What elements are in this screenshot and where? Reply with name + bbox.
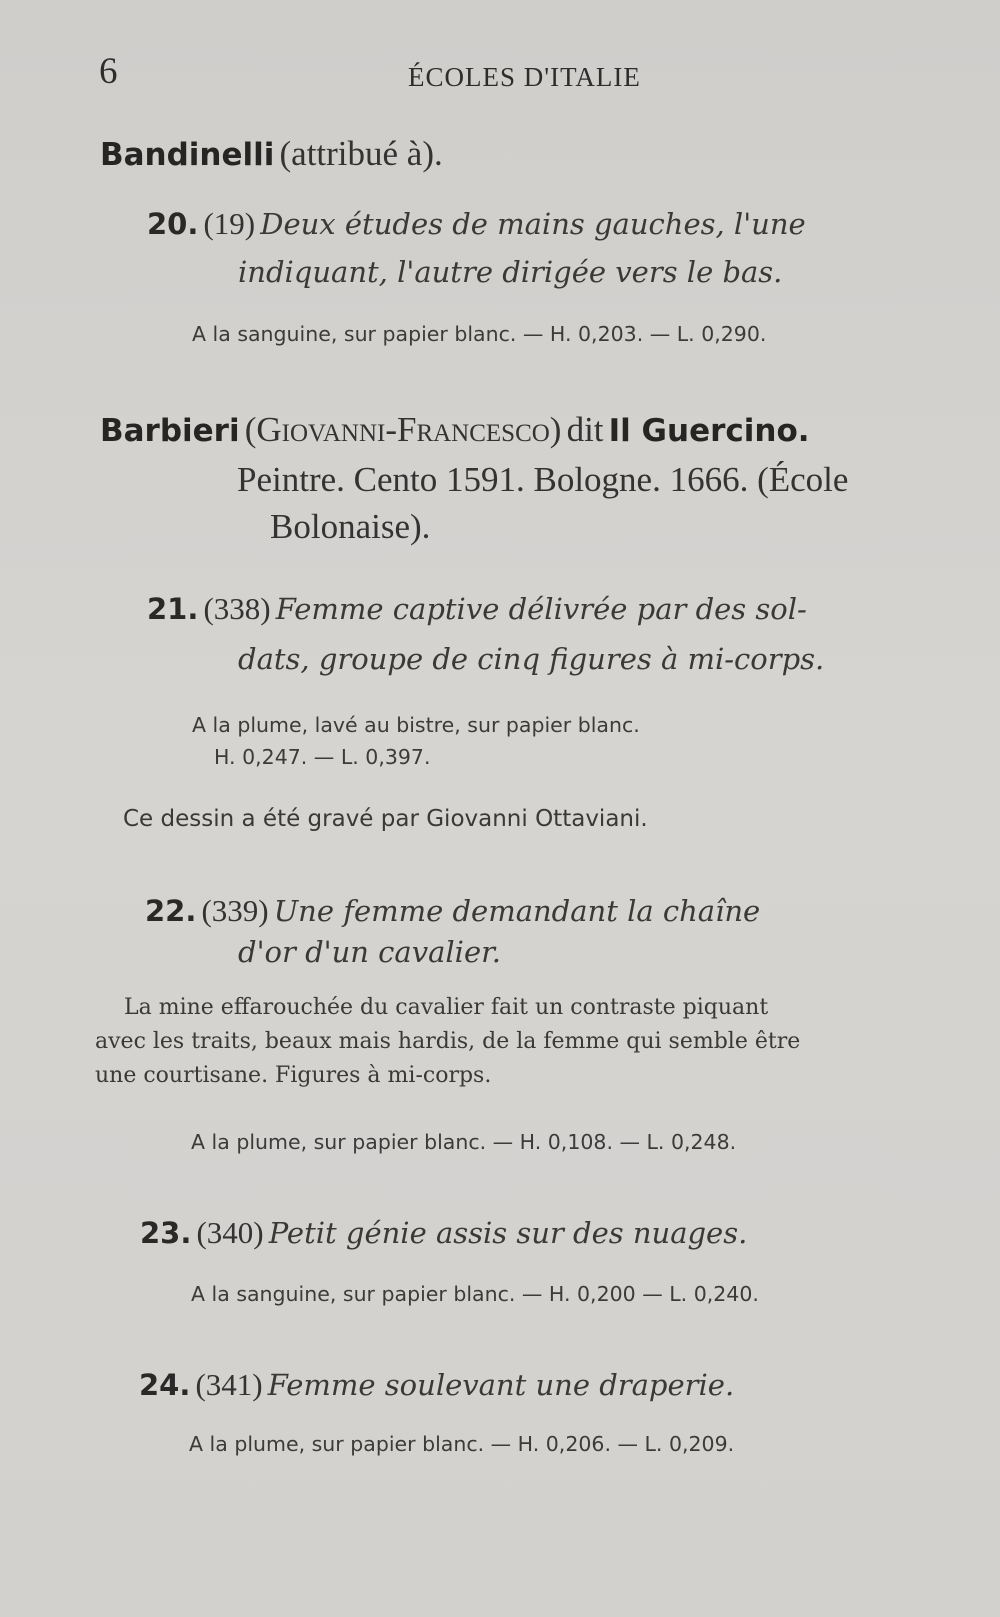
entry-24-title-line1 bbox=[139, 1367, 734, 1403]
entry-number: 22. bbox=[145, 894, 197, 928]
entry-22-description-line2: avec les traits, beaux mais hardis, de la femme qui semble être bbox=[95, 1029, 801, 1054]
inventory-number: (338) bbox=[203, 591, 271, 626]
inventory-number: (340) bbox=[196, 1215, 264, 1250]
entry-21-note: Ce dessin a été gravé par Giovanni Ottaviani. bbox=[123, 806, 648, 832]
entry-21-title-line2: dats, groupe de cinq figures à mi-corps. bbox=[238, 642, 825, 676]
artist-heading-bandinelli bbox=[100, 134, 443, 174]
entry-title: Femme soulevant une draperie. bbox=[267, 1368, 735, 1402]
entry-title: Une femme demandant la chaîne bbox=[273, 894, 761, 928]
entry-22-description-line3: une courtisane. Figures à mi-corps. bbox=[95, 1063, 492, 1088]
entry-24-technique: A la plume, sur papier blanc. — H. 0,206. — L. 0,209. bbox=[189, 1432, 735, 1456]
entry-21-technique-line2: H. 0,247. — L. 0,397. bbox=[214, 745, 431, 769]
entry-number: 20. bbox=[147, 207, 199, 241]
entry-22-technique: A la plume, sur papier blanc. — H. 0,108. — L. 0,248. bbox=[191, 1130, 737, 1154]
entry-22-title-line1 bbox=[145, 893, 760, 929]
entry-21-technique-line1: A la plume, lavé au bistre, sur papier blanc. bbox=[192, 713, 640, 737]
artist-bio-line1: Peintre. Cento 1591. Bologne. 1666. (École bbox=[237, 460, 849, 499]
entry-20-title-line1 bbox=[147, 206, 806, 242]
entry-number: 21. bbox=[147, 592, 199, 626]
page-number: 6 bbox=[99, 51, 118, 92]
inventory-number: (339) bbox=[201, 893, 269, 928]
entry-20-title-line2: indiquant, l'autre dirigée vers le bas. bbox=[238, 255, 783, 289]
entry-20-technique: A la sanguine, sur papier blanc. — H. 0,203. — L. 0,290. bbox=[192, 322, 767, 346]
entry-22-description-line1: La mine effarouchée du cavalier fait un contraste piquant bbox=[124, 995, 769, 1020]
running-title: ÉCOLES D'ITALIE bbox=[408, 62, 641, 92]
artist-bio-line2: Bolonaise). bbox=[270, 507, 431, 546]
entry-21-title-line1 bbox=[147, 591, 807, 627]
entry-number: 23. bbox=[140, 1216, 192, 1250]
artist-given-name: (Giovanni-Francesco) bbox=[244, 410, 562, 449]
entry-23-title-line1 bbox=[140, 1215, 747, 1251]
entry-number: 24. bbox=[139, 1368, 191, 1402]
artist-name: Barbieri bbox=[100, 413, 240, 449]
entry-23-technique: A la sanguine, sur papier blanc. — H. 0,200 — L. 0,240. bbox=[191, 1282, 759, 1306]
artist-qualifier: (attribué à). bbox=[279, 134, 443, 173]
entry-22-title-line2: d'or d'un cavalier. bbox=[238, 935, 501, 969]
artist-dit: dit bbox=[566, 410, 604, 449]
inventory-number: (19) bbox=[203, 206, 256, 241]
artist-nickname: Il Guercino. bbox=[608, 413, 810, 449]
inventory-number: (341) bbox=[195, 1367, 263, 1402]
entry-title: Petit génie assis sur des nuages. bbox=[268, 1216, 748, 1250]
entry-title: Femme captive délivrée par des sol- bbox=[275, 592, 807, 626]
entry-title: Deux études de mains gauches, l'une bbox=[260, 207, 806, 241]
artist-name: Bandinelli bbox=[100, 137, 275, 173]
artist-heading-barbieri bbox=[100, 410, 810, 450]
